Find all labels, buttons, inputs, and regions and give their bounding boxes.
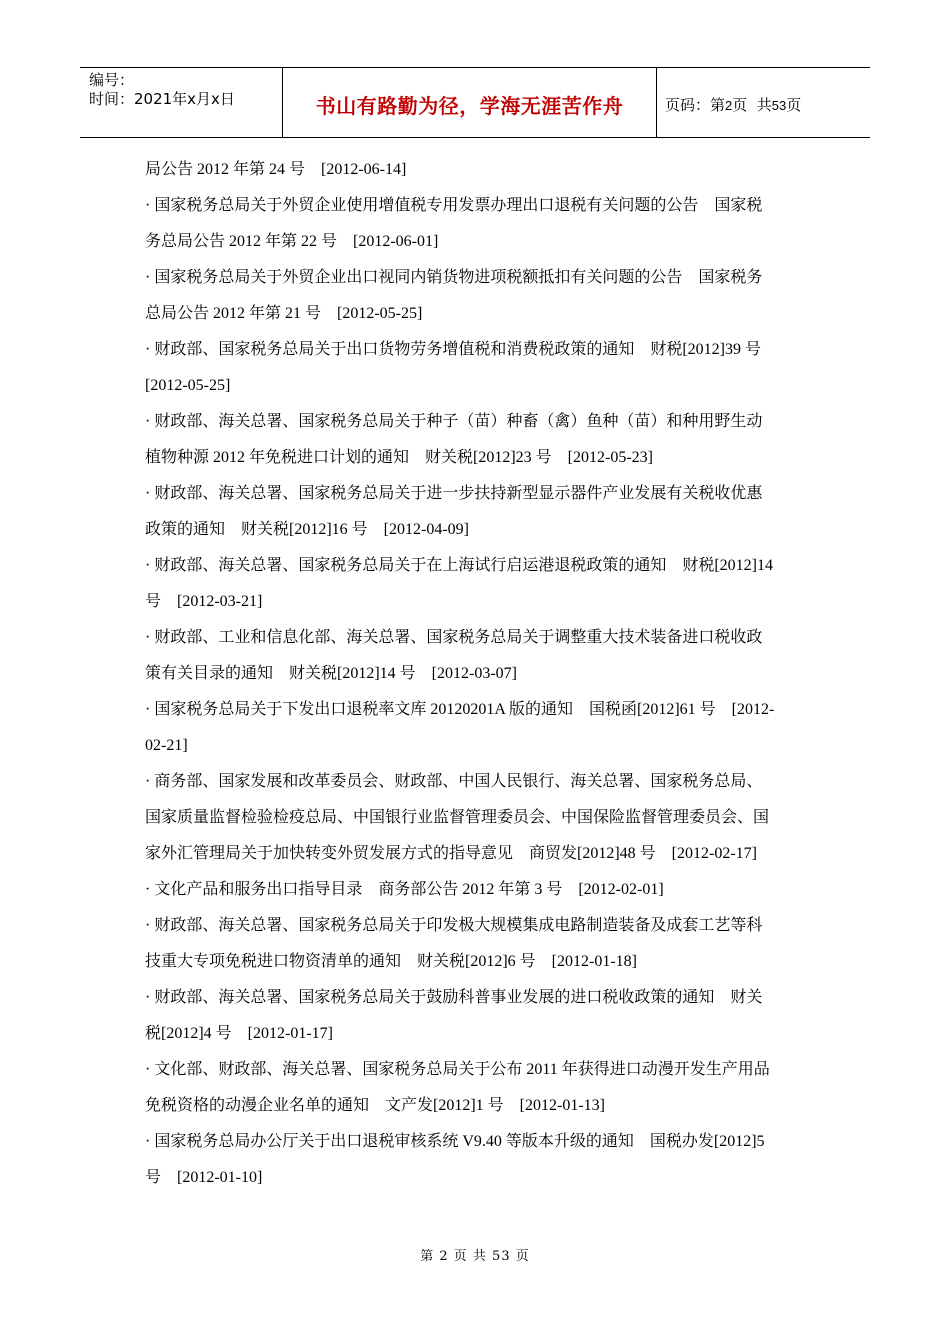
list-item-line: 税[2012]4 号 [2012-01-17] [145, 1025, 333, 1042]
page-header [80, 67, 870, 138]
list-item-line: 号 [2012-03-21] [145, 593, 263, 610]
policy-list [145, 152, 809, 1196]
list-item-line: 策有关目录的通知 财关税[2012]14 号 [2012-03-07] [145, 665, 517, 682]
list-item-line: 总局公告 2012 年第 21 号 [2012-05-25] [145, 305, 423, 322]
list-item-line: 免税资格的动漫企业名单的通知 文产发[2012]1 号 [2012-01-13] [145, 1097, 605, 1114]
list-item-line: · 财政部、海关总署、国家税务总局关于在上海试行启运港退税政策的通知 财税[2012]14 [145, 557, 773, 574]
list-item [145, 548, 809, 620]
list-item [145, 1124, 809, 1196]
list-item [145, 692, 809, 764]
list-item [145, 188, 809, 260]
list-item-line: · 财政部、国家税务总局关于出口货物劳务增值税和消费税政策的通知 财税[2012]39 号 [145, 341, 761, 358]
list-item [145, 476, 809, 548]
page-suffix: 页 [786, 96, 802, 114]
list-item-line: 02-21] [145, 737, 188, 754]
list-item-line: 务总局公告 2012 年第 22 号 [2012-06-01] [145, 233, 439, 250]
list-item-line: 号 [2012-01-10] [145, 1169, 263, 1186]
list-item-line: 政策的通知 财关税[2012]16 号 [2012-04-09] [145, 521, 469, 538]
list-item [145, 872, 809, 908]
list-item-line: · 文化产品和服务出口指导目录 商务部公告 2012 年第 3 号 [2012-02-01] [145, 881, 664, 898]
list-item-line: · 财政部、工业和信息化部、海关总署、国家税务总局关于调整重大技术装备进口税收政 [145, 629, 763, 646]
list-item [145, 1052, 809, 1124]
list-item-line: · 国家税务总局关于外贸企业使用增值税专用发票办理出口退税有关问题的公告 国家税 [145, 197, 763, 214]
header-meta-cell [80, 68, 283, 137]
list-item-line: 局公告 2012 年第 24 号 [2012-06-14] [145, 161, 407, 178]
list-item-line: · 财政部、海关总署、国家税务总局关于种子（苗）种畜（禽）鱼种（苗）和种用野生动 [145, 413, 763, 430]
list-item [145, 404, 809, 476]
list-item [145, 260, 809, 332]
document-date: 时间：2021年x月x日 [89, 90, 235, 108]
page-current: 2 [725, 98, 733, 113]
list-item [145, 908, 809, 980]
list-item-line: · 国家税务总局关于下发出口退税率文库 20120201A 版的通知 国税函[2012]61 号 [2012- [145, 701, 775, 718]
list-item-line: · 文化部、财政部、海关总署、国家税务总局关于公布 2011 年获得进口动漫开发生产用品 [145, 1061, 770, 1078]
list-item-line: 植物种源 2012 年免税进口计划的通知 财关税[2012]23 号 [2012-05-23] [145, 449, 653, 466]
page-footer: 第 2 页 共 53 页 [420, 1249, 530, 1264]
list-item-line: · 财政部、海关总署、国家税务总局关于进一步扶持新型显示器件产业发展有关税收优惠 [145, 485, 763, 502]
list-item-line: · 财政部、海关总署、国家税务总局关于鼓励科普事业发展的进口税收政策的通知 财关 [145, 989, 763, 1006]
list-item-line: · 国家税务总局关于外贸企业出口视同内销货物进项税额抵扣有关问题的公告 国家税务 [145, 269, 763, 286]
list-item-line: · 商务部、国家发展和改革委员会、财政部、中国人民银行、海关总署、国家税务总局、 [145, 773, 763, 790]
list-item-line: · 国家税务总局办公厅关于出口退税审核系统 V9.40 等版本升级的通知 国税办发[2012]5 [145, 1133, 765, 1150]
list-item-line: · 财政部、海关总署、国家税务总局关于印发极大规模集成电路制造装备及成套工艺等科 [145, 917, 763, 934]
list-item-line: 技重大专项免税进口物资清单的通知 财关税[2012]6 号 [2012-01-18] [145, 953, 637, 970]
list-item [145, 152, 809, 188]
header-motto-cell [283, 68, 657, 137]
page-prefix: 页码：第 [665, 96, 726, 114]
list-item-line: 国家质量监督检验检疫总局、中国银行业监督管理委员会、中国保险监督管理委员会、国 [145, 809, 770, 826]
list-item [145, 764, 809, 872]
page-mid: 页 共 [732, 96, 772, 114]
header-motto: 书山有路勤为径，学海无涯苦作舟 [315, 94, 624, 118]
list-item-line: [2012-05-25] [145, 377, 231, 394]
page-total: 53 [771, 98, 787, 113]
list-item [145, 980, 809, 1052]
list-item [145, 620, 809, 692]
list-item-line: 家外汇管理局关于加快转变外贸发展方式的指导意见 商贸发[2012]48 号 [2012-02-17] [145, 845, 757, 862]
document-number: 编号： [89, 71, 135, 89]
header-page-number [665, 94, 801, 115]
header-page-cell [657, 68, 870, 137]
list-item [145, 332, 809, 404]
